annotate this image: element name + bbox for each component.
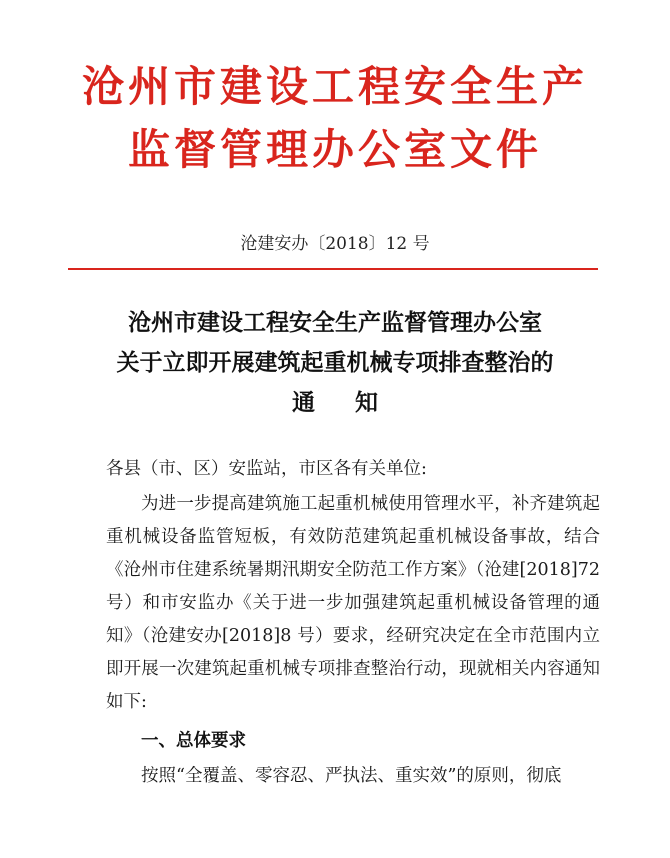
- notice-title-line2: 关于立即开展建筑起重机械专项排查整治的: [116, 349, 554, 376]
- addressee-line: 各县（市、区）安监站，市区各有关单位:: [106, 459, 427, 479]
- notice-title-line1: 沧州市建设工程安全生产监督管理办公室: [128, 309, 542, 336]
- header-title-line1: 沧州市建设工程安全生产: [81, 62, 588, 111]
- document-number: 沧建安办〔2018〕12 号: [240, 234, 430, 254]
- body-paragraph: 为进一步提高建筑施工起重机械使用管理水平，补齐建筑起重机械设备监管短板，有效防范建筑起重机械设备事故，结合《沧州市住建系统暑期汛期安全防范工作方案》（沧建[2018]72 号）和市安监办《关于进一步加强建筑起重机械设备管理的通知》（沧建安办[2018]8 号）要求，经研究决定在全市范围内立即开展一次建筑起重机械专项排查整治行动，现就相关内容通知如下:: [106, 494, 600, 712]
- header-title-line2: 监督管理办公室文件: [127, 125, 542, 174]
- section-heading-general-requirements: 一、总体要求: [141, 731, 246, 751]
- section-body-text: 按照“全覆盖、零容忍、严执法、重实效”的原则，彻底: [141, 766, 562, 786]
- red-divider-line: [68, 268, 598, 270]
- notice-title-line3: 通知: [292, 389, 418, 416]
